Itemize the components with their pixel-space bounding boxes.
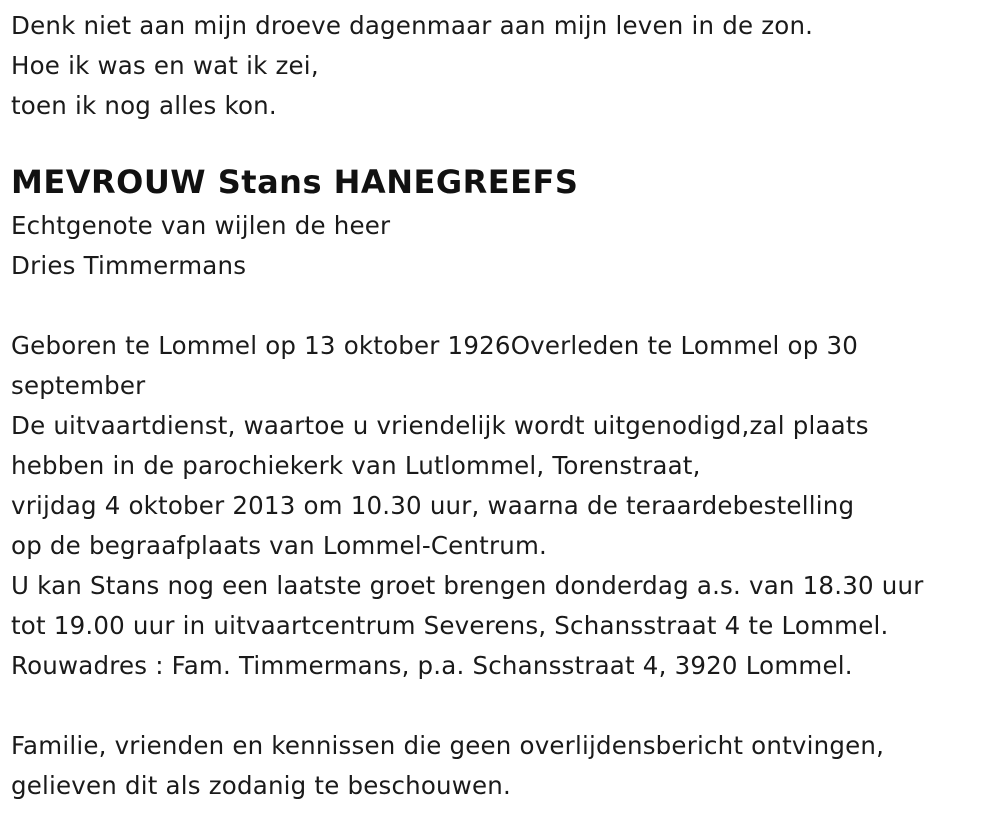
- detail-line: Geboren te Lommel op 13 oktober 1926Overleden te Lommel op 30: [11, 331, 859, 360]
- detail-line: op de begraafplaats van Lommel-Centrum.: [11, 531, 548, 560]
- detail-line: Rouwadres : Fam. Timmermans, p.a. Schansstraat 4, 3920 Lommel.: [11, 651, 853, 680]
- detail-line: vrijdag 4 oktober 2013 om 10.30 uur, waarna de teraardebestelling: [11, 491, 855, 520]
- detail-line: De uitvaartdienst, waartoe u vriendelijk wordt uitgenodigd,zal plaats: [11, 411, 869, 440]
- poem-line: Hoe ik was en wat ik zei,: [11, 51, 319, 80]
- detail-line: tot 19.00 uur in uitvaartcentrum Severens, Schansstraat 4 te Lommel.: [11, 611, 889, 640]
- closing-line: gelieven dit als zodanig te beschouwen.: [11, 771, 512, 800]
- poem: [11, 6, 996, 126]
- spouse-line: Echtgenote van wijlen de heer: [11, 211, 391, 240]
- poem-line: Denk niet aan mijn droeve dagenmaar aan mijn leven in de zon.: [11, 11, 814, 40]
- closing-note: [11, 726, 996, 806]
- poem-line: toen ik nog alles kon.: [11, 91, 277, 120]
- closing-line: Familie, vrienden en kennissen die geen overlijdensbericht ontvingen,: [11, 731, 885, 760]
- detail-line: U kan Stans nog een laatste groet brengen donderdag a.s. van 18.30 uur: [11, 571, 924, 600]
- obituary-document: [11, 6, 996, 806]
- spouse-line: Dries Timmermans: [11, 251, 247, 280]
- deceased-name: MEVROUW Stans HANEGREEFS: [11, 163, 579, 201]
- spouse-info: [11, 206, 996, 286]
- funeral-details: [11, 326, 996, 686]
- detail-line: september: [11, 371, 146, 400]
- detail-line: hebben in de parochiekerk van Lutlommel, Torenstraat,: [11, 451, 701, 480]
